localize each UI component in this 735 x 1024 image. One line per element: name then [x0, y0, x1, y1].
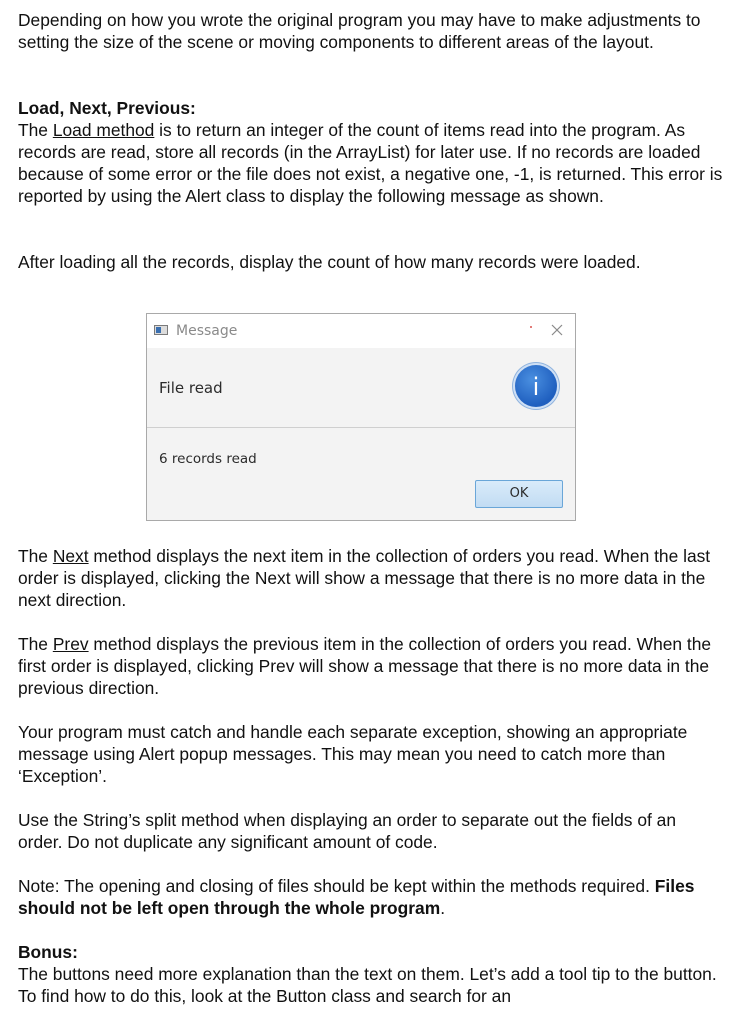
next-prefix: The	[18, 546, 53, 566]
ok-button[interactable]: OK	[475, 480, 563, 508]
load-prefix: The	[18, 120, 53, 140]
red-dot-icon	[530, 326, 532, 328]
dialog-header-text: File read	[159, 379, 223, 397]
dialog-content-text: 6 records read	[159, 451, 257, 467]
dialog-title: Message	[176, 323, 238, 339]
note-prefix: Note: The opening and closing of files should be kept within the methods required.	[18, 876, 655, 896]
load-next-previous-heading: Load, Next, Previous:	[18, 98, 196, 118]
prev-link: Prev	[52, 634, 89, 654]
dialog-content-panel	[147, 428, 575, 520]
window-app-icon	[154, 325, 168, 335]
information-icon	[515, 365, 557, 407]
note-suffix: .	[440, 898, 446, 918]
next-link: Next	[52, 546, 89, 566]
info-glyph: i	[532, 373, 540, 401]
close-icon[interactable]	[546, 319, 568, 341]
prev-prefix: The	[18, 634, 53, 654]
exception-paragraph: Your program must catch and handle each separate exception, showing an appropriate message using Alert popup messages. This may mean you need to catch more than ‘Exception’.	[18, 722, 688, 786]
bonus-paragraph: The buttons need more explanation than the text on them. Let’s add a tool tip to the button. To find how to do this, look at the Button class and search for an	[18, 964, 717, 1006]
prev-method-paragraph	[18, 633, 723, 699]
dialog-titlebar	[147, 314, 575, 348]
split-method-paragraph: Use the String’s split method when displaying an order to separate out the fields of an order. Do not duplicate any significant amount of code.	[18, 810, 677, 852]
next-suffix: method displays the next item in the collection of orders you read. When the last order is displayed, clicking the Next will show a message that there is no more data in the next direction.	[18, 546, 711, 610]
prev-suffix: method displays the previous item in the collection of orders you read. When the first order is displayed, clicking Prev will show a message that there is no more data in the previous direction.	[18, 634, 712, 698]
load-method-paragraph	[18, 119, 723, 207]
records-loaded-paragraph: After loading all the records, display the count of how many records were loaded.	[18, 252, 641, 272]
alert-dialog-screenshot	[146, 313, 576, 521]
bonus-heading: Bonus:	[18, 942, 78, 962]
note-bold-text: Files should not be left open through the whole program	[18, 876, 695, 918]
dialog-header-panel	[147, 348, 575, 428]
load-method-link: Load method	[52, 120, 155, 140]
load-suffix: is to return an integer of the count of items read into the program. As records are read, store all records (in the ArrayList) for later use. If no records are loaded because of some error or the file does not exist, a negative one, -1, is returned. This error is reported by using the Alert class to display the following message as shown.	[18, 120, 723, 206]
next-method-paragraph	[18, 545, 723, 611]
note-paragraph	[18, 875, 723, 919]
intro-paragraph: Depending on how you wrote the original program you may have to make adjustments to setting the size of the scene or moving components to different areas of the layout.	[18, 10, 701, 52]
